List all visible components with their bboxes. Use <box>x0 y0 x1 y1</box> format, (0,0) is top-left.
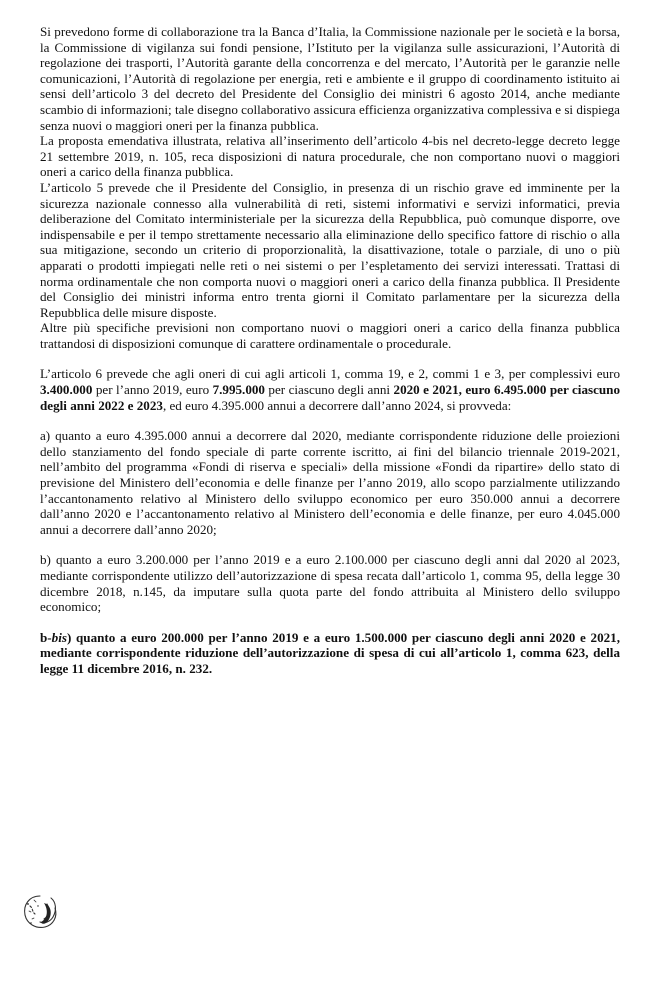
paragraph-letter-a: a) quanto a euro 4.395.000 annui a decorrere dal 2020, mediante corrispondente riduzione delle proiezioni dello stanziamento del fondo speciale di parte corrente iscritto, ai fini del bilancio triennale 2019-2021, nell’ambito del programma «Fondi di riserva e speciali» della missione «Fondi da ripartire» dello stato di previsione del Ministero dell’economia e delle finanze per l’anno 2019, allo scopo parzialmente utilizzando l’accantonamento relativo al Ministero dello sviluppo economico per euro 350.000 annui a decorrere dall’anno 2020 e l’accantonamento relativo al Ministero dell’economia e delle finanze, per euro 4.045.000 annui a decorrere dall’anno 2020; <box>40 428 620 537</box>
paragraph-article-4-bis: La proposta emendativa illustrata, relativa all’inserimento dell’articolo 4-bis nel decreto-legge decreto legge 21 settembre 2019, n. 105, reca disposizioni di natura procedurale, che non comportano nuovi o maggiori oneri a carico della finanza pubblica. <box>40 133 620 180</box>
article-6-text-3: per ciascuno degli anni <box>264 382 394 398</box>
article-6-text-1: L’articolo 6 prevede che agli oneri di cui agli articoli 1, comma 19, e 2, commi 1 e 3, per complessivi euro <box>40 366 620 382</box>
paragraph-other-provisions: Altre più specifiche previsioni non comportano nuovi o maggiori oneri a carico della finanza pubblica trattandosi di disposizioni comunque di carattere ordinamentale o procedurale. <box>40 320 620 351</box>
b-bis-text: ) quanto a euro 200.000 per l’anno 2019 e a euro 1.500.000 per ciascuno degli anni 2020 e 2021, mediante corrispondente riduzione dell’autorizzazione di spesa di cui all’articolo 1, comma 623, della legge 11 dicembre 2016, n. 232. <box>40 629 620 676</box>
paragraph-article-5: L’articolo 5 prevede che il Presidente del Consiglio, in presenza di un rischio grave ed imminente per la sicurezza nazionale connesso alla vulnerabilità di reti, sistemi informativi e servizi informatici, previa deliberazione del Comitato interministeriale per la sicurezza della Repubblica, può comunque disporre, ove indispensabile e per il tempo strettamente necessario alla eliminazione dello specifico fattore di rischio o alla sua mitigazione, secondo un criterio di proporzionalità, la disattivazione, totale o parziale, di uno o più apparati o prodotti impiegati nelle reti o nei sistemi o per l’espletamento dei servizi interessati. Trattasi di norma ordinamentale che non comporta nuovi o maggiori oneri a carico della finanza pubblica. Il Presidente del Consiglio dei ministri informa entro trenta giorni il Comitato parlamentare per la sicurezza della Repubblica delle misure disposte. <box>40 179 620 320</box>
document-body <box>40 24 620 677</box>
article-6-text-2: per l’anno 2019, euro <box>92 382 213 398</box>
article-6-amount-annual: 7.995.000 <box>212 382 265 398</box>
paragraph-letter-b: b) quanto a euro 3.200.000 per l’anno 2019 e a euro 2.100.000 per ciascuno degli anni dal 2020 al 2023, mediante corrispondente utilizzo dell’autorizzazione di spesa recata dall’articolo 1, comma 95, della legge 30 dicembre 2018, n.145, da imputare sulla quota parte del fondo attribuita al Ministero dello sviluppo economico; <box>40 552 620 615</box>
paragraph-collaboration: Si prevedono forme di collaborazione tra la Banca d’Italia, la Commissione nazionale per le società e la borsa, la Commissione di vigilanza sui fondi pensione, l’Istituto per la vigilanza sulle assicurazioni, l’Autorità di regolazione dei trasporti, l’Autorità garante della concorrenza e del mercato, l’Autorità per le garanzie nelle comunicazioni, l’Autorità di regolazione per energia, reti e ambiente e il gruppo di coordinamento istituito ai sensi dell’articolo 3 del decreto del Presidente del Consiglio dei ministri 6 agosto 2014, anche mediante scambio di informazioni; tale disegno collaborativo assicura efficienza organizzativa complessiva e si dispiega senza nuovi o maggiori oneri per la finanza pubblica. <box>40 24 620 133</box>
article-6-text-4: , ed euro 4.395.000 annui a decorrere dall’anno 2024, si provveda: <box>162 397 512 413</box>
paragraph-article-6 <box>40 366 620 413</box>
b-bis-italic: bis <box>51 629 67 645</box>
paragraph-letter-b-bis <box>40 630 620 677</box>
article-6-amount-2019: 3.400.000 <box>40 382 93 398</box>
stamp-signature-icon <box>20 892 60 932</box>
b-bis-prefix: b- <box>40 629 52 645</box>
article-6-years: 2020 e 2021, euro 6.495.000 per ciascuno degli anni 2022 e 2023 <box>40 382 621 413</box>
